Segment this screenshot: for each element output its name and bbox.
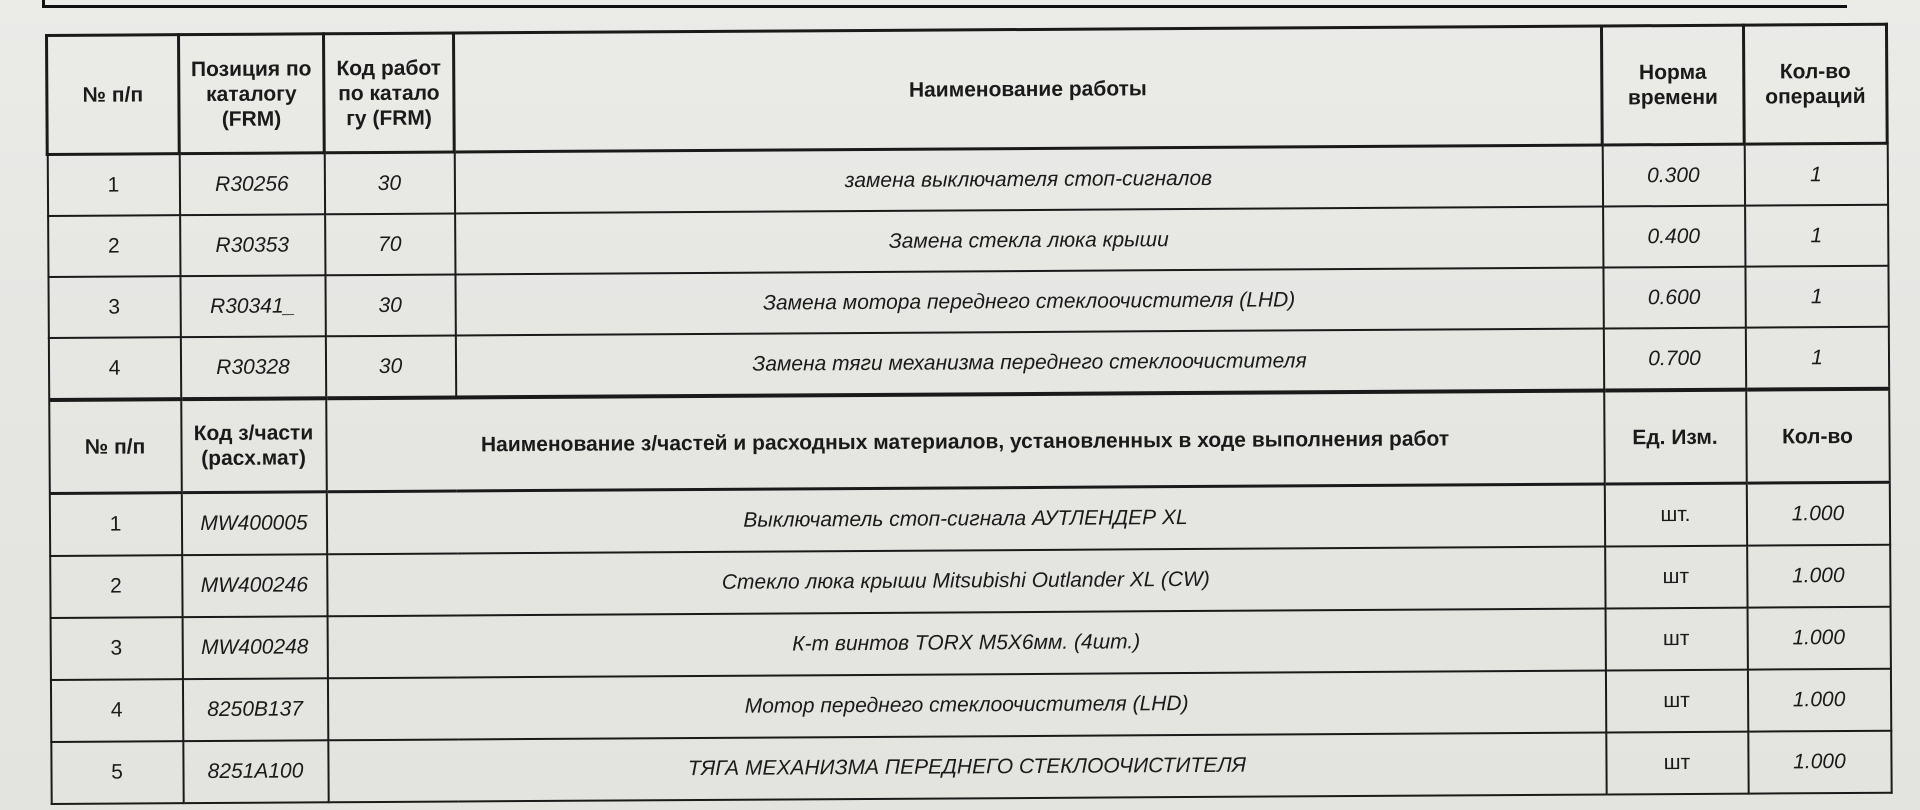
parts-row	[51, 731, 1891, 804]
parts-row-num: 4	[50, 679, 182, 742]
works-row-norm: 0.300	[1602, 144, 1744, 206]
works-row-code: 30	[325, 335, 455, 398]
works-row	[48, 205, 1888, 277]
parts-header-num: № п/п	[49, 399, 182, 493]
parts-row-qty: 1.000	[1748, 731, 1891, 794]
parts-row-num: 3	[50, 617, 182, 680]
works-row	[48, 327, 1888, 400]
works-row-code: 70	[325, 214, 455, 276]
parts-header-name: Наименование з/частей и расходных материалов, установленных в ходе выполнения работ	[326, 390, 1605, 491]
parts-row-name: ТЯГА МЕХАНИЗМА ПЕРЕДНЕГО СТЕКЛООЧИСТИТЕЛЯ	[328, 732, 1606, 802]
parts-header-row	[49, 389, 1890, 494]
parts-row-unit: шт	[1606, 732, 1748, 795]
works-row-ops: 1	[1745, 266, 1888, 328]
works-row-name: Замена мотора переднего стеклоочистителя (LHD)	[455, 267, 1603, 335]
parts-row	[50, 607, 1890, 680]
works-row-pos: R30353	[180, 214, 325, 276]
parts-header-qty: Кол-во	[1746, 389, 1890, 483]
parts-row-code: MW400248	[182, 616, 327, 679]
works-row-code: 30	[324, 152, 454, 214]
works-row-name: замена выключателя стоп-сигналов	[454, 145, 1602, 214]
works-header-work-code: Код работ по катало гу (FRM)	[324, 33, 455, 153]
work-order-table	[45, 23, 1893, 805]
parts-row-qty: 1.000	[1747, 545, 1890, 608]
works-row-num: 1	[47, 154, 179, 216]
works-header-catalog-pos: Позиция по каталогу (FRM)	[179, 34, 325, 154]
parts-row-name: Мотор переднего стеклоочистителя (LHD)	[327, 670, 1605, 740]
works-row-ops: 1	[1744, 143, 1887, 205]
parts-row-unit: шт	[1605, 608, 1747, 671]
parts-row-code: 8251A100	[183, 740, 328, 803]
works-row-norm: 0.400	[1603, 206, 1745, 268]
works-header-norm: Норма времени	[1601, 25, 1744, 145]
parts-row-code: MW400005	[181, 492, 326, 555]
works-row	[47, 143, 1887, 216]
works-row-code: 30	[325, 275, 455, 337]
parts-row-qty: 1.000	[1746, 482, 1889, 545]
parts-header-unit: Ед. Изм.	[1604, 390, 1747, 484]
works-row-ops: 1	[1745, 327, 1888, 390]
parts-row-code: 8250B137	[182, 678, 327, 741]
parts-row-qty: 1.000	[1747, 607, 1890, 670]
works-row-num: 2	[48, 215, 180, 277]
parts-row	[50, 669, 1890, 742]
previous-table-border	[42, 0, 1847, 8]
works-row-name: Замена тяги механизма переднего стеклоочистителя	[455, 328, 1603, 397]
parts-row-num: 2	[50, 555, 182, 618]
parts-row-name: К-т винтов TORX M5X6мм. (4шт.)	[327, 608, 1605, 678]
parts-row-code: MW400246	[182, 554, 327, 617]
works-header-ops: Кол-во операций	[1743, 24, 1887, 144]
parts-row-num: 1	[49, 493, 181, 556]
works-row-norm: 0.600	[1603, 267, 1745, 329]
works-row-name: Замена стекла люка крыши	[455, 206, 1603, 274]
parts-row-unit: шт	[1605, 670, 1747, 733]
works-row-num: 3	[48, 276, 180, 338]
works-row-num: 4	[48, 337, 180, 400]
parts-row-unit: шт	[1605, 546, 1747, 609]
works-row-pos: R30341_	[180, 275, 325, 337]
works-header-num: № п/п	[47, 35, 180, 155]
parts-row-name: Стекло люка крыши Mitsubishi Outlander XL (CW)	[327, 546, 1605, 616]
parts-header-code: Код з/части (расх.мат)	[181, 398, 327, 492]
works-row-ops: 1	[1745, 205, 1888, 267]
parts-row	[50, 545, 1890, 618]
parts-row-qty: 1.000	[1747, 669, 1890, 732]
works-row-pos: R30328	[180, 336, 325, 399]
parts-row-name: Выключатель стоп-сигнала АУТЛЕНДЕР XL	[326, 484, 1604, 554]
works-row	[48, 266, 1888, 338]
works-row-norm: 0.700	[1603, 328, 1745, 391]
works-header-name: Наименование работы	[454, 26, 1603, 152]
parts-row-unit: шт.	[1604, 483, 1746, 546]
parts-row	[49, 482, 1889, 556]
parts-row-num: 5	[51, 741, 183, 804]
works-row-pos: R30256	[179, 153, 324, 215]
works-header-row	[47, 24, 1888, 154]
